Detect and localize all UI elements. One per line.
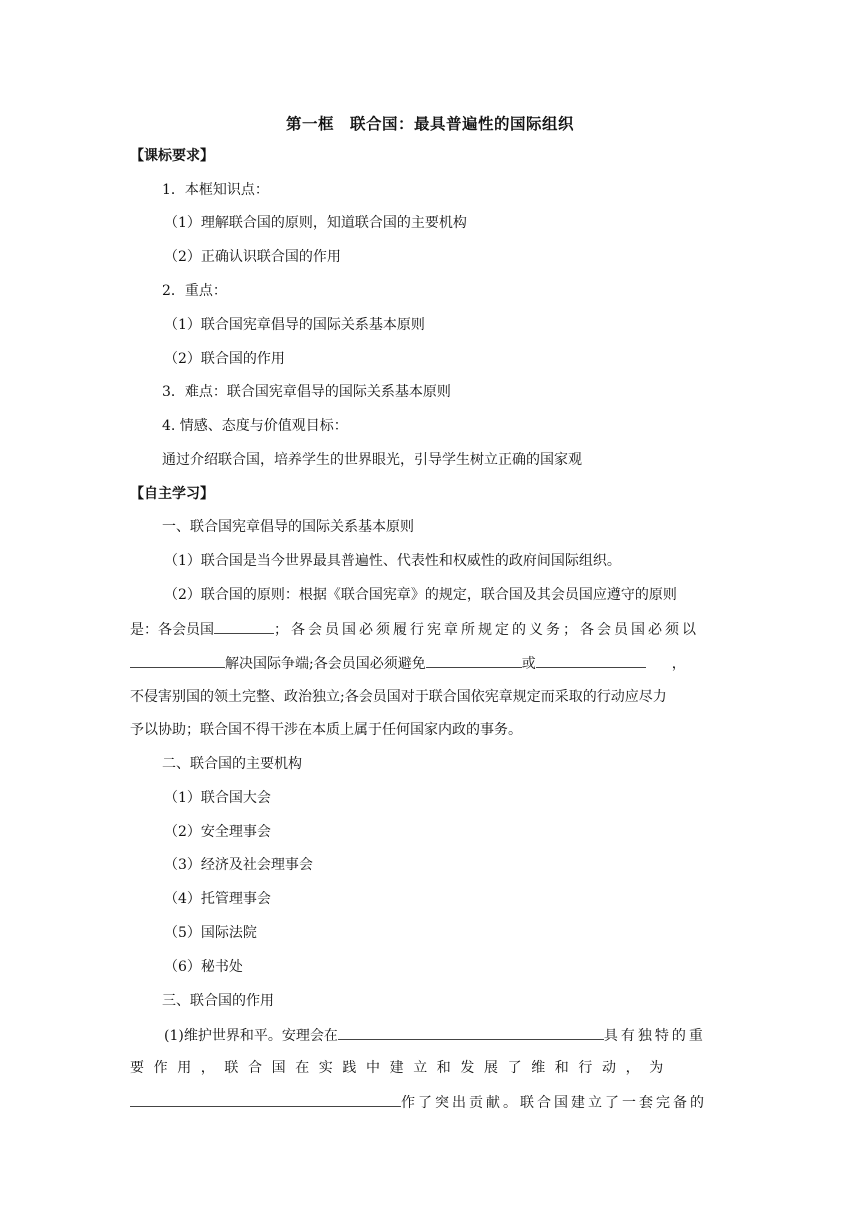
kebiao-item: 通过介绍联合国，培养学生的世界眼光，引导学生树立正确的国家观	[162, 452, 582, 468]
kebiao-item: 3．难点：联合国宪章倡导的国际关系基本原则	[162, 384, 451, 400]
part3-line3: 作了突出贡献。联合国建立了一套完备的	[130, 1092, 707, 1113]
part1-item2-line1: （2）联合国的原则：根据《联合国宪章》的规定，联合国及其会员国应遵守的原则	[164, 587, 677, 603]
fill-blank[interactable]	[426, 653, 522, 668]
part2-item: （2）安全理事会	[164, 824, 271, 840]
title-part2: 联合国：最具普遍性的国际组织	[350, 114, 575, 133]
kebiao-item: （2）联合国的作用	[164, 351, 285, 367]
part2-item: （5）国际法院	[164, 925, 257, 941]
fill-blank[interactable]	[130, 653, 225, 668]
part1-item2-line5: 予以协助；联合国不得干涉在本质上属于任何国家内政的事务。	[130, 722, 522, 738]
part2-item: （4）托管理事会	[164, 891, 271, 907]
document-title	[0, 112, 860, 134]
part1-item2-line4: 不侵害别国的领土完整、政治独立;各会员国对于联合国依宪章规定而采取的行动应尽力	[130, 689, 667, 705]
part1-item2-line3: 解决国际争端;各会员国必须避免 或 ，	[130, 653, 713, 674]
fill-blank[interactable]	[338, 1025, 604, 1040]
part2-heading: 二、联合国的主要机构	[162, 756, 302, 772]
fill-blank[interactable]	[536, 653, 646, 668]
part3-heading: 三、联合国的作用	[162, 993, 274, 1009]
kebiao-item: （1）理解联合国的原则，知道联合国的主要机构	[164, 215, 467, 231]
part1-item1: （1）联合国是当今世界最具普遍性、代表性和权威性的政府间国际组织。	[164, 553, 621, 569]
kebiao-item: 4. 情感、态度与价值观目标：	[162, 418, 348, 434]
fill-blank[interactable]	[130, 1092, 401, 1107]
kebiao-item: 1．本框知识点：	[162, 182, 269, 198]
fill-blank[interactable]	[214, 619, 274, 634]
kebiao-item: 2．重点：	[162, 283, 227, 299]
section-heading-zizhu: 【自主学习】	[130, 486, 214, 502]
title-part1: 第一框	[285, 114, 334, 133]
part1-heading: 一、联合国宪章倡导的国际关系基本原则	[162, 519, 414, 535]
part1-item2-line2: 是：各会员国 ；各会员国必须履行宪章所规定的义务；各会员国必须以	[130, 619, 713, 640]
part3-line1: (1)维护世界和平。安理会在 具有独特的重	[164, 1025, 706, 1046]
kebiao-item: （2）正确认识联合国的作用	[164, 249, 341, 265]
part2-item: （3）经济及社会理事会	[164, 857, 313, 873]
part2-item: （6）秘书处	[164, 959, 243, 975]
part3-line2: 要作用，联合国在实践中建立和发展了维和行动，为	[130, 1060, 673, 1076]
part2-item: （1）联合国大会	[164, 790, 271, 806]
kebiao-item: （1）联合国宪章倡导的国际关系基本原则	[164, 317, 425, 333]
section-heading-kebiao: 【课标要求】	[130, 148, 214, 164]
